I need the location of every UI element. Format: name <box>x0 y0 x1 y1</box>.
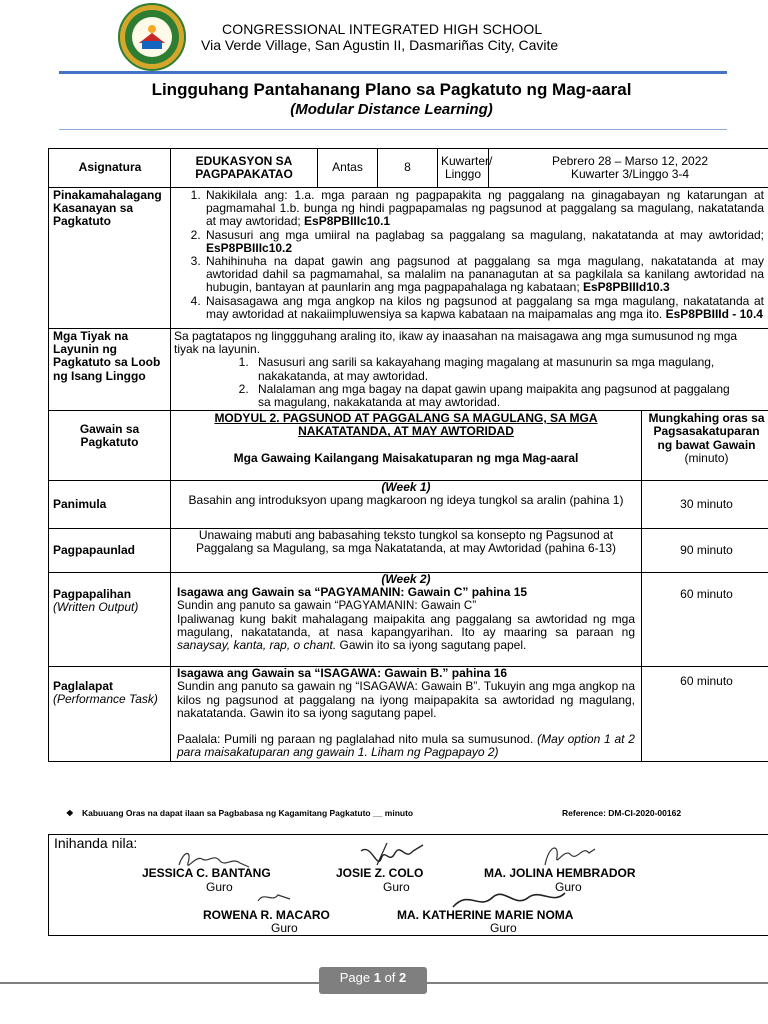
paglalapat-sublabel: (Performance Task) <box>53 692 158 707</box>
target-item: 1. Nasusuri ang sarili sa kakayahang maging magalang at masunurin sa mga magulang, nakakatanda, at may awtoridad. <box>252 356 741 382</box>
signatories-box <box>48 834 768 936</box>
pagpapalihan-time: 60 minuto <box>642 573 768 667</box>
tasks-title: Mga Gawaing Kailangang Maisakatuparan ng mga Mag-aaral <box>233 450 579 465</box>
pagpapalihan-label: Pagpapalihan <box>53 587 132 602</box>
week1-label: (Week 1) <box>381 480 431 495</box>
signatory-name: JOSIE Z. COLO <box>336 866 424 880</box>
targets-row <box>49 329 768 411</box>
total-time-note <box>66 808 746 819</box>
signatory-role: Guro <box>271 921 298 935</box>
targets-cell <box>171 329 768 411</box>
signatory-role: Guro <box>490 921 517 935</box>
date-range: Pebrero 28 – Marso 12, 2022 <box>551 153 709 168</box>
module-header-cell <box>171 411 642 481</box>
pagpapalihan-cell <box>171 573 642 667</box>
paglalapat-cell <box>171 667 642 762</box>
panimula-cell <box>171 481 642 529</box>
lesson-plan-table <box>48 148 768 762</box>
kuwarter-label: Kuwarter/ Linggo <box>438 149 489 188</box>
time-title: Mungkahing oras sa Pagsasakatuparan ng bawat Gawain <box>648 411 765 452</box>
paglalapat-note: Paalala: Pumili ng paraan ng paglalahad nito mula sa sumusunod. (May option 1 at 2 para maisakatuparan ang gawain 1. Liham ng Pagpapayo 2) <box>177 732 635 760</box>
target-item: 2. Nalalaman ang mga bagay na dapat gawin upang maipakita ang pagsunod at paggalang sa magulang, nakakatanda at may awtoridad. <box>252 383 741 409</box>
total-time-text: Kabuuang Oras na dapat ilaan sa Pagbabasa ng Kagamitang Pagkatuto __ minuto <box>82 808 414 818</box>
school-address: Via Verde Village, San Agustin II, Dasmariñas City, Cavite <box>201 37 559 53</box>
paglalapat-label: Paglalapat <box>53 679 114 694</box>
pagpapaunlad-body: Unawaing mabuti ang babasahing teksto tungkol sa konsepto ng Pagsunod at Paggalang sa Magulang, sa mga Nakatatanda, at may Awtoridad (pahina 6-13) <box>171 529 642 573</box>
paglalapat-label-cell <box>49 667 171 762</box>
pagpapalihan-row <box>49 573 768 667</box>
paglalapat-heading: Isagawa ang Gawain sa “ISAGAWA: Gawain B.” pahina 16 <box>177 666 508 681</box>
page-subtitle: (Modular Distance Learning) <box>290 101 493 118</box>
antas-label: Antas <box>318 149 378 188</box>
competency-item: 4. Naisasagawa ang mga angkop na kilos ng pagsunod at paggalang sa mga magulang, nakatatanda at may awtoridad at nakaiimpluwensiya sa kapwa kabataan na maipamalas ang mga ito. EsP8PBIIId - 10.4 <box>204 295 764 321</box>
signatory-role: Guro <box>555 880 582 894</box>
panimula-label: Panimula <box>49 481 171 529</box>
targets-intro: Sa pagtatapos ng linggguhang araling ito, ikaw ay inaasahan na maisagawa ang mga sumusunod ng mga tiyak na layunin. <box>174 329 738 357</box>
competency-code: EsP8PBIIIc10.1 <box>304 214 391 229</box>
info-row <box>49 149 768 188</box>
competency-item: 2. Nasusuri ang mga umiiral na paglabag sa paggalang sa magulang, nakatatanda at may awtoridad; EsP8PBIIIc10.2 <box>204 229 764 255</box>
signatory-name: ROWENA R. MACARO <box>203 908 330 922</box>
pagpapalihan-sublabel: (Written Output) <box>53 600 139 615</box>
signatory-name: MA. KATHERINE MARIE NOMA <box>397 908 574 922</box>
paglalapat-row <box>49 667 768 762</box>
competency-item: 3. Nahihinuha na dapat gawin ang pagsunod at paggalang sa mga magulang, nakatatanda at may awtoridad dahil sa pagmamahal, sa malalim na pananagutan at sa pagkilala sa kanilang awtoridad na hubugin, bantayan at paunlarin ang mga pagpapahalaga ng kabataan; EsP8PBIIId10.3 <box>204 255 764 295</box>
pagpapaunlad-row <box>49 529 768 573</box>
signature-icon <box>254 887 294 907</box>
panimula-time: 30 minuto <box>642 481 768 529</box>
competency-item: 1. Nakikilala ang: 1.a. mga paraan ng pagpapakita ng paggalang na ginagabayan ng katarungan at pagmamahal 1.b. bunga ng hindi pagpapamalas ng pagsunod at paggalang sa magulang, nakatatanda at may awtoridad; EsP8PBIIIc10.1 <box>204 189 764 229</box>
competencies-cell <box>171 188 768 329</box>
panimula-row <box>49 481 768 529</box>
competencies-label: Pinakamahalagang Kasanayan sa Pagkatuto <box>49 188 171 329</box>
activities-header-row <box>49 411 768 481</box>
time-header-cell <box>642 411 768 481</box>
time-unit: (minuto) <box>684 450 729 465</box>
date-cell <box>489 149 768 188</box>
panimula-body: Basahin ang introduksyon upang magkaroon ng ideya tungkol sa aralin (pahina 1) <box>188 493 624 508</box>
school-seal-logo <box>117 3 187 71</box>
signatory-name: JESSICA C. BANTANG <box>142 866 271 880</box>
signatory-name: MA. JOLINA HEMBRADOR <box>484 866 636 880</box>
module-title: MODYUL 2. PAGSUNOD AT PAGGALANG SA MAGULANG, SA MGA NAKATATANDA, AT MAY AWTORIDAD <box>214 411 598 439</box>
page-total: 2 <box>399 970 407 985</box>
reference-text: Reference: DM-CI-2020-00162 <box>562 808 682 818</box>
pagpapalihan-heading: Isagawa ang Gawain sa “PAGYAMANIN: Gawain C” pahina 15 <box>177 585 528 600</box>
pagpapalihan-instruction: Sundin ang panuto sa gawain “PAGYAMANIN: Gawain C” <box>177 599 477 612</box>
competencies-row <box>49 188 768 329</box>
gawain-label: Gawain sa Pagkatuto <box>49 411 171 481</box>
competency-code: EsP8PBIIId10.3 <box>582 280 670 295</box>
header-divider <box>59 71 727 74</box>
antas-value: 8 <box>378 149 438 188</box>
signatory-role: Guro <box>206 880 233 894</box>
week2-label: (Week 2) <box>381 572 431 587</box>
pagpapaunlad-time: 90 minuto <box>642 529 768 573</box>
diamond-bullet-icon: ❖ <box>66 808 74 818</box>
prepared-by-label: Inihanda nila: <box>54 835 138 851</box>
quarter-week: Kuwarter 3/Linggo 3-4 <box>570 167 690 181</box>
target-list <box>174 356 741 409</box>
subject-value: EDUKASYON SA PAGPAPAKATAO <box>171 149 318 188</box>
page-current: 1 <box>373 970 381 985</box>
paglalapat-time: 60 minuto <box>642 667 768 762</box>
page-title: Lingguhang Pantahanang Plano sa Pagkatuto ng Mag-aaral <box>151 80 632 99</box>
school-name: CONGRESSIONAL INTEGRATED HIGH SCHOOL <box>222 21 543 37</box>
pagpapalihan-label-cell <box>49 573 171 667</box>
pagpapalihan-body: Ipaliwanag kung bakit mahalagang maipakita ang paggalang sa awtoridad ng mga magulang, nakatatanda, at nasa kapangyarihan. Ito ay maaring sa paraan ng sanaysay, kanta, rap, o chant. Gawin ito sa iyong sagutang papel. <box>177 611 635 653</box>
targets-label: Mga Tiyak na Layunin ng Pagkatuto sa Loob ng Isang Linggo <box>49 329 171 411</box>
competency-list <box>174 189 764 321</box>
competency-code: EsP8PBIIId - 10.4 <box>665 306 763 321</box>
competency-code: EsP8PBIIIc10.2 <box>206 240 293 255</box>
page-number-badge: Page 1 of 2 <box>319 967 427 994</box>
asignatura-label: Asignatura <box>49 149 171 188</box>
paglalapat-body: Sundin ang panuto sa gawain ng “ISAGAWA: Gawain B”. Tukuyin ang mga angkop na kilos ng pagsunod at paggalang na iyong maipapakita sa awtoridad ng magulang, nakatatanda. Gawin ito sa iyong sagutang papel. <box>177 679 635 720</box>
title-divider <box>59 129 727 130</box>
signatory-role: Guro <box>383 880 410 894</box>
pagpapaunlad-label: Pagpapaunlad <box>49 529 171 573</box>
